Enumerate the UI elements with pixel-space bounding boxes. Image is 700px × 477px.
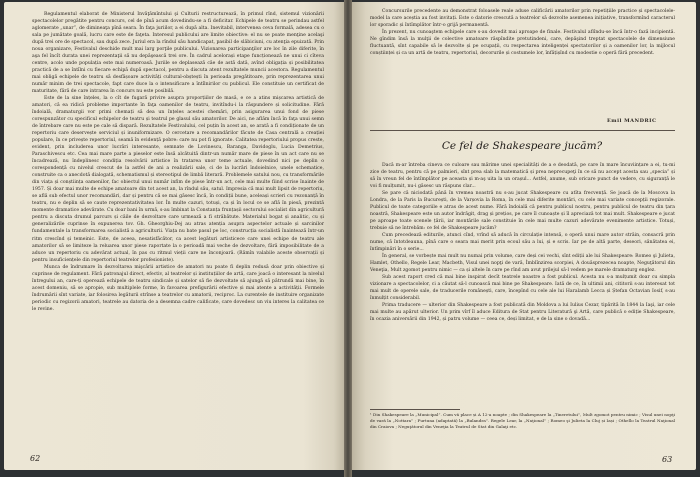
right-page xyxy=(352,2,696,470)
paragraph: Sub acest raport cred că mai bine inspirat decît teatrele noastre a fost publicul. Acesta nu s-a mulțumit doar cu simpla vizionare a spectacolelor, ci a căutat să-l cunoască mai bine pe Shakespeare. Iată de ce, în ultimii ani, cititorii s-au interesat tot mai mult de operele sale, de traducerile românești, care, începînd cu cele ale lui Haralamb Lecca și Ștefan Octavian Iosif, s-au înmulțit considerabil. xyxy=(370,275,675,302)
author-signature: Emil MANDRIC xyxy=(607,118,657,124)
paragraph: În prezent, nu cunoaştem echipele care s-au dovedit mai aproape de finale. Festivalul aflîndu-se încă într-o fază incipientă. Ne gîndim însă la mulţii de colective amatoare răspîndite pretutindeni, care, depăşind treptat spectacolele de dimensiune fluctuantă, sînt capabile să le dezvolte și pe ocupații, cu respectarea inteligenței spectatorilor și a oamenilor lor, la mijlocul conștiinței și ca un artă de teatru, repertoriul, decorurile și costumele lor, înfățișînd cu modestie o operă fără precedent. xyxy=(370,30,675,57)
paragraph: Prima traducere — ulterior din Shakespeare a fost publicată din Moldova a lui Iulius Cezar, tipărită în 1844 la Iaşi, iar cele mai multe au apărut ulterior. Un prim vîrf îl aduce Editura de Stat pentru Literatură şi Artă, care publică o ediție Shakespeare, în ocazia aniversării din 1942, și patru volume — ceea ce, deși limitat, e de la sine o dovadă... xyxy=(370,303,675,323)
footnote-divider xyxy=(370,409,460,410)
paragraph: Munca de îndrumare în dezvoltarea mişcării artistice de amatori nu poate fi deplin redusă doar prin obiective și cuprinse de regulament. Fără patronajul direct, efectiv, al teatrelor și instituțiilor de artă, care joacă o interesant la nivelul întregului an, care-ți operează echipele de teatru sindicale și satelor să fie dezvoltate să ajungă să pătrundă mai bine, în acest domeniu, să se apropie, sub multiplele forme, în favoarea prefigurării efective și mai atente a activității. Formele îndrumării sînt variate, iar folosirea legăturii strînse a teatrelor cu amatorii, reciproc. La curentele de instituire organizate periodic cu regizorii amatori, teatrele au datoria de a desemna cadre calificate, care dovedesc un viu interes la calitatea ce le revine. xyxy=(32,264,324,312)
section-divider xyxy=(370,130,675,131)
paragraph: Dacă m-ar întreba cineva ce culoare sau mărime unei specialități de a e deodată, pe care în mare încuviințare a ei, tu-mi zice de teatru, pentru că pe palmieri, sînt prea slab la matematică și prea neprecupeţi în ce să nu accept acesta sau „specia” și să în vreun fel de întîmplător pe aceasta și m-aş uita la un orașul... Astfel, anume, sub oricare punct de vedere, cu siguranță le voi fi mulțumit, nu-i găsesc un răspuns clar... xyxy=(370,163,675,190)
article-body xyxy=(370,162,675,323)
page-number-left: 62 xyxy=(30,454,41,463)
right-page-intro xyxy=(370,8,675,57)
footnotes: ¹ Din Shakespeare la „Municipal”. Cum vă place și A 12-a noapte ; din Shakespeare la „Tineretului”, Mult zgomot pentru nimic ; Visul unei nopţi de vară la „Nottara” ; Furtuna (adaptată) la „Bulandra”. Regele Lear, la „Naţional” ; Romeo şi Julieta la Cluj și Iași ; Othello la Teatrul Naţional din Craiova ; Neguţătorul din Veneţia la Teatrul de Stat din Galaţi etc. xyxy=(370,412,675,429)
paragraph: Este de la sine înțeles, la o cît de fugară privire asupra proporțiilor de masă, e ce a atins mișcarea artistică de amatori, că ea ridică probleme importante în faţa oamenilor de teatru, invitîndu-i la răspundere și solicitudine. Fără îndoială, dramaturgii vor primi chemați să dea un înțeles acestei chemări, prin asigurarea unui fond de piese corespunzător cu specificul echipelor de teatru și teatrul pe glasul său amatorilor. De aici, ne aflăm încă în faţa unui semn de întrebare care nu este pe cale să dispară. Rezultatele Festivalului, cel puțin în acest an, se arată a fi condiționate de un repertoriu care deservește serviciul și inuniformizare. O cercetare a recomandărilor făcute de Casa centrală a creației populare, în ce privește repertoriul, seamă în evidență pobre: care nu pot fi ignorate. Calitatea repertoriului propus creste, evident, prin includerea unor lucrări interesante, semnate de Lovinescu, Baranga, Davidoglu, Lucia Demetrius, Paraschivescu etc. Cea mai mare parte a pieselor este însă alcătuită dintr-un număr mare de piese în un act care nu se încadrează, nu îndeplinesc condiția resolvării artistice în tratarea unor teme actuale, dovedind nici pe deplin o corespondență cu nivelul crescut de la astfel de ani a realizării sale, ci de la lucrări îndoielnice, unele schematice, construite ca o anecdotă dialogată, schematismul și stereotipul de limbă literară. Problemele satului nou, cu transformările din viața și conștiința oamenilor, fac obiectul unui număr infim de piese într-un act, cele mai multe fiind scrise înainte de 1957. Și doar mai multe de echipe amatoare din tot acest an, la rîndul său, satul. Impresia că mai mult lipsit de repertoriu, se află sub efectul unor recomandări, dar și pentru că se mai găsesc încă, în condiții bune, aceleași scrieri cu rezonanță în teatru, nu e deplin să se caute reprezentativitatea lor. În multe cazuri, totuși, ca și în locul ce se află în piesă, prezintă momente dramatice adevărate. Cu doar bani în urmă, s-au îmbinat la Constanța frunțașii sectorului socialist din agricultură pentru a discuta drumul parcurs și căile de dezvoltare care urmează a fi străbătute. Materialul bogat și analitic, cu și generalizările cuprinse în expunerea tov. Gh. Gheorghiu-Dej au atras atenția asupra aspectelor actuale și sarcinilor fundamentale la transformarea socialistă a agriculturii. Viața nu bate pasul pe loc, construcția socialistă înaintează într-un ritm crescînd și temeinic. Este, de aceea, nesatisfăcător, ca acest legături artisticece care unei echipe de teatru ale amatorilor să se limiteze la reluarea unor piese raportate la o perioadă mai veche de dezvoltare, fără imposibilitate de a aduce un repertoriu cu adevărat actual, în pas cu ritmul vieții care ne înconjoară. (Rămîn valabile aceste observații și pentru insuficiențele din repertoriul teatrelor profesioniste). xyxy=(32,96,324,263)
article-title: Ce fel de Shakespeare jucăm? xyxy=(441,140,603,152)
paragraph: Concursurile precedente au demonstrat foloasele reale aduse calificării amatorilor prin repetițiile practice și spectacolele-model la care aceștia au fost invitați. Este o datorie crescută a teatrelor să dezvolte asemenea inițiative, transformînd caracterul lor sporadic și întîmplător într-o grijă permanentă. xyxy=(370,9,675,29)
page-number-right: 63 xyxy=(662,455,673,464)
paragraph: Se pare că niciodată până în vremea noastră nu s-au jucat Shakespeare cu atîta frecvență. Se joacă de la Moscova la Londra, de la Paris la București, de la Varșovia la Roma, în cele mai diferite montări, cu cele mai variate concepții regizorale. Publicul de toate categoriile e atras de acest nume. Fără îndoială că pentru publicul nostru, pentru publicul de teatru din țara noastră, Shakespeare este un autor îndrăgit, drag și prețios, pe care îl cunoaște și îl apreciază tot mai mult. Shakespeare e jucat pe aproape toate scenele țării, iar montările sale constituie în cele mai multe cazuri adevărate evenimente artistice. Totuși, trebuie să ne întrebăm: ce fel de Shakespeare jucăm? xyxy=(370,191,675,232)
paragraph: Cum precedează editurile, atunci cînd, vrînd să aducă în circulație intensă, o operă unui mare autor străin, consacră prin nume, că întotdeauna, pînă care o seara mai merit prin ecoul său a lui, și e scris. Iar pe de altă parte, deseori, sănătatea ei, întîmpinări în o serie... xyxy=(370,233,675,253)
book-gutter xyxy=(344,0,352,477)
left-page xyxy=(4,2,344,470)
paragraph: În general, se vorbește mai mult nu numai prin volume, care deși cei vechi, sînt ediții ale lui Shakespeare: Romeo şi Julieta, Hamlet, Othello, Regele Lear, Macbeth, Visul unei nopţi de vară, Îmblînzirea scorpiei, A douăsprezecea noapte, Neguţătorul din Veneţia, Mult zgomot pentru nimic — ca și altele în care pe rînd am avut prilejul să-l vedem pe marele dramaturg englez. xyxy=(370,254,675,274)
paragraph: Regulamentul elaborat de Ministerul Invăţămîntului şi Culturii restructurează, în primul rînd, sistemul vizionării spectacolelor pregătite pentru concurs, cel de pînă acum dovedindu-se a fi deficitar. Echipele de teatru se perindau astfel aglomerate „unar”, de dimineaţa pînă seara. În faţa juriilor, a ei după alta. Inevitabil, intervenea ceva formală, adesea cu o sala pe jumătate goală, lucru care este de faţeta. Interesul publicului are limite obiective: el nu se poate menţine acelaşi după trei ore de spectacol, sau după zece. Juriul era la rîndul său handicapat, pasibil de slăbiciuni, cu atenţia epuizată. Prin noua organizare, Festivalul deschide mult mai larg porţile publicului. Vizionarea participanţilor are loc în zile diferite, în aşa fel încît durata unei reprezentaţii să nu depăşească trei ore. În cadrul acelorași etape funcționează ne unui ci cîteva centre, acolo unde populația este mai numeroasă. Juriile se deplasează căe de astă dată, avînd obligația și posibilitatea practică de a se întîlni cu fiecare echipă după spectacol, pentru a discuta atent rezultatele muncii acestora. Regulamentul mai obligă echipele de teatru să desfășoare activități cultural-obștești în perioada pregătitoare, prin reprezentarea unui număr minim de trei spectacole, fapt care duce la o intensificare a întîlnirilor cu publicul. Ele constituie un certificat de maturitate, fără de care intrarea în concurs nu este posibilă. xyxy=(32,12,324,95)
left-page-body xyxy=(32,11,324,313)
